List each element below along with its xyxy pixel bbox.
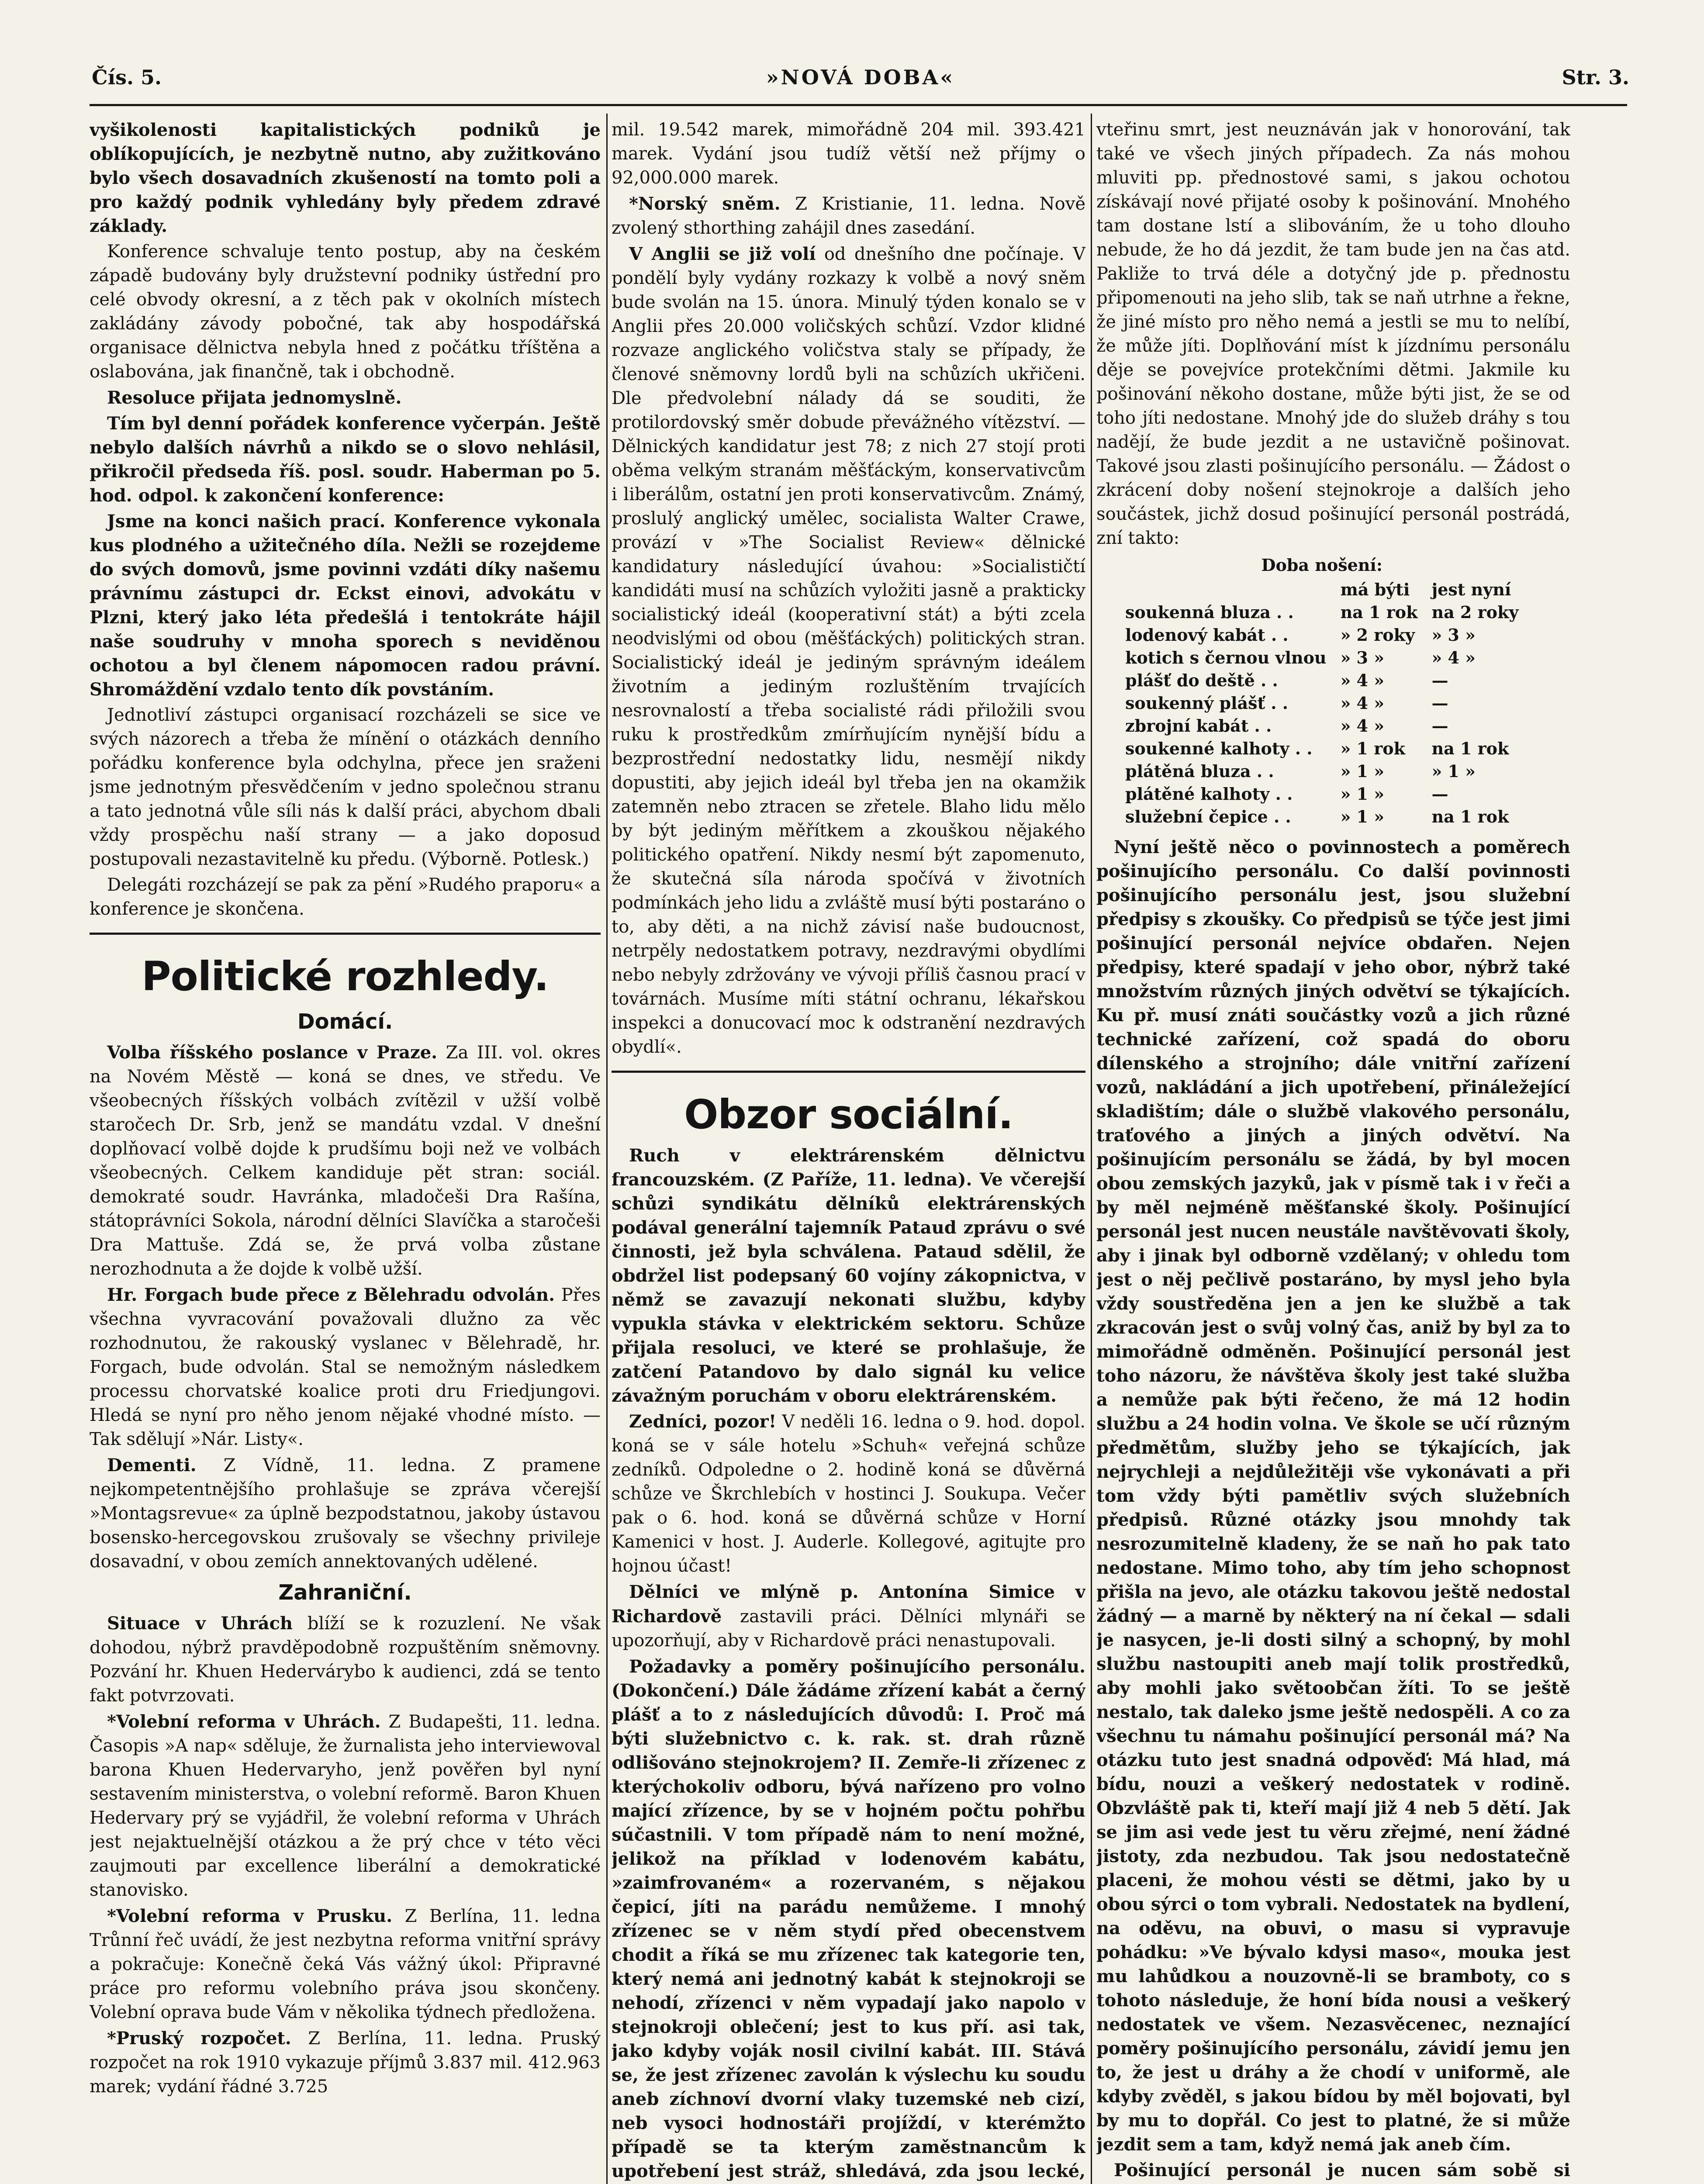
paragraph: Jednotliví zástupci organisací rozcházeli se sice ve svých názorech a třeba že mínění o otázkách denního pořádku konference byla odchylna, přece jen sraženi jsme jednotným přesvědčením v jedno společnou stranu a tato jednotná vůle síli nás k další práci, abychom dbali vždy prospěchu naší strany — a jako doposud postupovali nezastavitelně ku předu. (Výborně. Potlesk.) bbox=[90, 705, 601, 869]
news-item bbox=[90, 1040, 601, 1281]
news-text: Z Berlína, 11. ledna Trůnní řeč uvádí, že jest nezbytna reforma vnitřní správy a pokračuje: Konečně čeká Vás vážný úkol: Připravné práce pro reformu volebního práva jsou skončeny. Volební oprava bude Vám v několika týdnech předložena. bbox=[90, 1906, 601, 2022]
news-text: Z Berlína, 11. ledna. Pruský rozpočet na rok 1910 vykazuje příjmů 3.837 mil. 412.963 marek; vydání řádné 3.725 bbox=[90, 2028, 601, 2097]
table-cell: » 4 » bbox=[1340, 693, 1384, 713]
news-headline: *Volební reforma v Prusku. bbox=[107, 1906, 393, 1926]
paragraph: Resoluce přijata jednomyslně. bbox=[107, 387, 402, 408]
table-cell: na 1 rok bbox=[1431, 807, 1509, 826]
table-cell: služební čepice . . bbox=[1125, 807, 1291, 826]
table-cell: » 1 » bbox=[1431, 761, 1476, 781]
table-cell: » 4 » bbox=[1431, 648, 1476, 667]
table-row bbox=[1118, 624, 1525, 646]
paragraph: vyšikolenosti kapitalistických podniků je oblíkopujících, je nezbytně nutno, aby zužitkováno bylo všech dosavadních zkušeností na tomto poli a pro každý podnik vyhledány byly předem zdravé základy. bbox=[90, 120, 601, 236]
news-headline: Ruch v elektrárenském dělnictvu francouzském. bbox=[612, 1145, 1085, 1190]
uniform-duration-table bbox=[1118, 554, 1525, 828]
news-headline: Zedníci, pozor! bbox=[629, 1411, 777, 1432]
social-news bbox=[612, 1144, 1085, 2184]
paragraph: Pošinující personál je nucen sám sobě si bbox=[1114, 2160, 1570, 2181]
table-row bbox=[1118, 805, 1525, 828]
news-item bbox=[612, 192, 1085, 240]
separator bbox=[612, 1071, 1085, 1073]
separator bbox=[90, 933, 601, 935]
table-cell: » 3 » bbox=[1431, 625, 1476, 645]
table-cell: na 1 rok bbox=[1431, 739, 1509, 758]
table-cell: » 1 » bbox=[1340, 761, 1384, 781]
column-3 bbox=[1096, 118, 1570, 2184]
table-cell: kotich s černou vlnou bbox=[1125, 648, 1327, 667]
table-cell: soukenné kalhoty . . bbox=[1125, 739, 1313, 758]
news-item bbox=[90, 1611, 601, 1708]
foreign-news bbox=[90, 1611, 601, 2099]
table-cell: plátěná bluza . . bbox=[1125, 761, 1274, 781]
news-text: Z Kristianie, 11. ledna. Nově zvolený sthorthing zahájil dnes zasedání. bbox=[612, 194, 1085, 238]
column-rule-2 bbox=[1091, 114, 1092, 2184]
table-cell: — bbox=[1431, 716, 1448, 736]
table-cell: — bbox=[1431, 670, 1448, 690]
page-number: Str. 3. bbox=[1562, 66, 1629, 89]
paragraph: Konference schvaluje tento postup, aby na českém západě budovány byly družstevní podniky ústřední pro celé obvody okresní, a z těch pak v okolních místech zakládány závody pobočné, tak aby hospodářská organisace dělnictva nebyla hned z počátku tříštěna a oslabována, jak finančně, tak i obchodně. bbox=[90, 242, 601, 382]
table-cell: na 1 rok bbox=[1340, 602, 1418, 622]
table-cell: zbrojní kabát . . bbox=[1125, 716, 1272, 736]
paragraph: Jsme na konci našich prací. Konference vykonala kus plodného a užitečného díla. Nežli se rozejdeme do svých domovů, jsme povinni vzdáti díky našemu právnímu zástupci dr. Eckst einovi, advokátu v Plzni, který jako léta předešlá i tentokráte hájil naše soudruhy v mnoha sporech s neviděnou ochotou a byl členem nápomocen radou právní. Shromáždění vzdalo tento dík povstáním. bbox=[90, 511, 601, 700]
news-headline: Požadavky a poměry pošinujícího personálu. bbox=[629, 1656, 1085, 1677]
continuation-text: vteřinu smrt, jest neuznáván jak v honorování, tak také ve všech jiných případech. Za nás mohou mluviti pp. přednostové sami, s jakou ochotou získávají nové přijaté osoby k pošinování. Mnohého tam dostane lstí a slibováním, že u toho dlouho nebude, že ho dá jezdit, že tam bude jen na čas atd. Pakliže to trvá déle a dotyčný jde p. přednostu připomenouti na jeho slib, tak se naň utrhne a řekne, že jiné místo pro něho nemá a jestli se mu to nelíbí, že může jíti. Doplňování míst k jízdnímu personálu děje se povejvíce protekčními dětmi. Jakmile ku pošinování někoho dostane, může býti jist, že se od toho jíti nedostane. Mnohý jde do služeb dráhy s tou nadějí, že bude jezdit a ne ustavičně pošinovat. Takové jsou zlasti pošinujícího personálu. — Žádost o zkrácení doby nošení stejnokroje a dalších jeho součástek, jichž dosud pošinující personál postrádá, zní takto: bbox=[1096, 120, 1570, 548]
table-cell: soukenný plášť . . bbox=[1125, 693, 1288, 713]
news-text: Z Vídně, 11. ledna. Z pramene nejkompetentnějšího prohlašuje se zpráva včerejší »Montagsrevue« za úplně bezpodstatnou, jakoby ústavou bosensko-hercegovskou zrušovaly se všechny privileje dosavadní, v obou zemích annektovaných udělené. bbox=[90, 1455, 601, 1572]
section-title-social: Obzor sociální. bbox=[684, 1091, 1013, 1138]
table-cell: » 1 » bbox=[1340, 784, 1384, 804]
news-text: Z Budapešti, 11. ledna. Časopis »A nap« sděluje, že žurnalista jeho interviewoval barona Khuen Hedervaryho, jenž pověřen byl nyní sestavením ministerstva, o volební reformě. Baron Khuen Hedervary prý se vyjádřil, že volební reforma v Uhrách jest nejaktuelnější otázkou a že prý chce v této věci zaujmouti par excellence liberální a demokratické stanovisko. bbox=[90, 1712, 601, 1900]
newspaper-title: »NOVÁ DOBA« bbox=[766, 66, 955, 89]
table-row bbox=[1118, 783, 1525, 805]
news-text: zastavili práci. Dělníci mlynáři se upozorňují, aby v Richardově práci nenastupovali. bbox=[612, 1607, 1085, 1651]
news-headline: *Pruský rozpočet. bbox=[107, 2028, 291, 2049]
subsection-foreign: Zahraniční. bbox=[278, 1580, 412, 1605]
table-cell: na 2 roky bbox=[1431, 602, 1519, 622]
continuation-text: mil. 19.542 marek, mimořádně 204 mil. 393.421 marek. Vydání jsou tudíž větší než příjmy o 92,000.000 marek. bbox=[612, 120, 1085, 188]
news-item bbox=[90, 1283, 601, 1451]
paragraph: Tím byl denní pořádek konference vyčerpán. Ještě nebylo dalších návrhů a nikdo se o slovo nehlásil, přikročil předseda říš. posl. soudr. Haberman po 5. hod. odpol. k zakončení konference: bbox=[90, 413, 601, 506]
news-headline: Hr. Forgach bude přece z Bělehradu odvolán. bbox=[107, 1285, 555, 1305]
table-cell: » 1 » bbox=[1340, 807, 1384, 826]
domestic-news bbox=[90, 1040, 601, 1574]
column-1 bbox=[90, 118, 601, 2184]
table-cell: lodenový kabát . . bbox=[1125, 625, 1289, 645]
table-caption: Doba nošení: bbox=[1261, 555, 1383, 575]
table-cell: » 3 » bbox=[1340, 648, 1384, 667]
table-row bbox=[1118, 715, 1525, 737]
table-cell: » 4 » bbox=[1340, 716, 1384, 736]
table-cell: plášť do deště . . bbox=[1125, 670, 1278, 690]
paragraph: Nyní ještě něco o povinnostech a poměrech pošinujícího personálu. Co další povinnosti pošinujícího personálu jest, jsou služební předpisy s zkoušky. Co předpisů se týče jest jimi pošinující personál nejvíce obdařen. Nejen předpisy, které spadají v jeho obor, nýbrž také množstvím různých jiných odvětví se týkajících. Ku př. musí znáti součástky vozů a jich různé technické zařízení, což spadá do oboru dílenského a strojního; dále vnitřní zařízení vozů, nakládání a jich upotřebení, přináležející skladištím; dále o službě vlakového personálu, traťového a jiných a jiných odvětví. Na pošinujícím personálu se žádá, by byl mocen obou zemských jazyků, jak v písmě tak i v řeči a by měl nejméně měšťanské školy. Pošinující personál jest nucen neustále navštěvovati školy, aby i jinak byl odborně vzdělaný; v ohledu tom jest o něj pečlivě postaráno, by mysl jeho byla vždy soustředěna jen a jen ke službě a tak zkracován jest o svůj volný čas, aniž by byl za to mimořádně odměněn. Pošinující personál jest toho názoru, že návštěva školy jest také služba a nemůže pak býti řečeno, že má 12 hodin službu a 24 hodin volna. Ve škole se učí různým předmětům, služby jeho se týkajících, jak nejrychleji a nejdůležitěji vše vykonávati a při tom vždy býti pamětliv svých služebních předpisů. Různé otázky jsou mnohdy tak nesrozumitelně kladeny, že se naň ho pak tato nedostane. Mimo toho, aby tím jeho schopnost přišla na jevo, ale otázku takovou ještě nedostal žádný — a marně by některý na ní čekal — sdali je nasycen, je-li dosti silný a schopný, by mohl službu nastoupiti aneb mají tolik prostředků, aby mohli jako světoobčan žíti. To se ještě nestalo, tak daleko jsme ještě nedospěli. A co za všechnu tu námahu pošinující personál má? Na otázku tuto jest snadná odpověď: Má hlad, má bídu, nouzi a veškerý nedostatek v rodině. Obzvláště pak ti, kteří mají již 4 neb 5 dětí. Jak se jim asi vede jest tu věru zřejmé, není žádné jistoty, zda nezbudou. Tak jsou nedostatečně placeni, že mohou vésti se dětmi, jako by u obou sýrci o tom vybrali. Nedostatek na bydlení, na oděvu, na obuvi, o masu si vypravuje pohádku: »Ve bývalo kdysi maso«, mouka jest mu lahůdkou a nouzovně-li se bramboty, co s tohoto následuje, že honí bída nousi a veškerý nedostatek ve všem. Nezasvěcenec, neznající poměry pošinujícího personálu, závidí jemu jen to, že jest u dráhy a že chodí v uniformě, ale kdyby zvěděl, s jakou bídou by měl bojovati, byl by mu to dopřál. Co jest to platné, že si může jezdit sem a tam, když nemá jak aneb čím. bbox=[1096, 837, 1570, 2155]
table-header: má býti bbox=[1340, 580, 1410, 599]
news-item bbox=[612, 1410, 1085, 1578]
table-cell: — bbox=[1431, 693, 1448, 713]
table-cell: plátěné kalhoty . . bbox=[1125, 784, 1293, 804]
news-item bbox=[612, 242, 1085, 1059]
table-cell: » 1 rok bbox=[1340, 739, 1405, 758]
news-item bbox=[90, 1904, 601, 2025]
column-2 bbox=[612, 118, 1085, 2184]
news-text: Za III. vol. okres na Novém Městě — koná se dnes, ve středu. Ve všeobecných říšských volbách zvítězil v užší volbě staročech Dr. Srb, jenž se mandátu vzdal. V dnešní doplňovací volbě dojde k prudšímu boji než ve volbách všeobecných. Celkem kandiduje pět stran: sociál. demokraté soudr. Havránka, mladočeši Dra Rašína, státoprávníci Sokola, národní dělníci Slavíčka a staročeši Dra Mattuše. Zdá se, že prvá volba zůstane nerozhodnuta a že dojde k volbě užší. bbox=[90, 1043, 601, 1279]
railway-article bbox=[1096, 835, 1570, 2184]
table-cell: » 2 roky bbox=[1340, 625, 1415, 645]
news-text: (Dokončení.) Dále žádáme zřízení kabát a černý plášť a to z následujících důvodů: I. Proč má býti služebnictvo c. k. rak. st. drah různě odlišováno stejnokrojem? II. Zemře-li zřízenec z kterýchokoliv odboru, bývá nařízeno pro volno mající zřízence, by se v hojném počtu pohřbu súčastnili. V tom případě nám to není možné, jelikož na příklad v lodenovém kabátu, »zaimfrovaném« a rozervaném, s nějakou čepicí, jíti na parádu nemůžeme. I mnohý zřízenec se v něm stydí před obecenstvem chodit a říká se mu zřízenec tak kategorie ten, který nemá ani jednotný kabát k stejnokroji se nehodí, zřízenci v něm vypadají jako napolo v stejnokroji oblečení; jest to kus pří. asi tak, jako kdyby voják nosil civilní kabát. III. Stává se, že jest zřízenec zavolán k výslechu ku soudu aneb zíchnoví dvorní vlaky tuzemské neb cizí, neb vysoci hodnostáři projíždí, v kterémžto případě se ta kterým zaměstnancům k upotřebení jest stráž, shledává, zda jsou lecké, bbox=[612, 1680, 1085, 2181]
news-item bbox=[612, 1655, 1085, 2184]
news-text: blíží se k rozuzlení. Ne však dohodou, nýbrž pravděpodobně rozpuštěním sněmovny. Pozvání hr. Khuen Hedervárybo k audienci, zdá se tento fakt potvrzovati. bbox=[90, 1614, 601, 1706]
page-header bbox=[92, 66, 1629, 96]
news-headline: Dělníci ve mlýně p. Antonína Simice v Richardově bbox=[612, 1582, 1085, 1627]
subsection-domestic: Domácí. bbox=[297, 1009, 393, 1034]
table-header: jest nyní bbox=[1431, 580, 1511, 599]
news-text: V neděli 16. ledna o 9. hod. dopol. koná se v sále hotelu »Schuh« veřejná schůze zedníků. Odpoledne o 2. hodině koná se důvěrná schůze ve Škrchlebích v hostinci J. Soukupa. Večer pak o 6. hod. koná se důvěrná schůze v Horní Kamenici v host. J. Auderle. Kollegové, agitujte pro hojnou účast! bbox=[612, 1412, 1085, 1576]
table-row bbox=[1118, 669, 1525, 692]
table-cell: — bbox=[1431, 784, 1448, 804]
news-headline: V Anglii se již volí bbox=[629, 244, 816, 264]
table-row bbox=[1118, 646, 1525, 669]
issue-number: Čís. 5. bbox=[92, 66, 162, 89]
conference-article bbox=[90, 118, 601, 921]
news-item bbox=[90, 1710, 601, 1902]
paragraph: Delegáti rozcházejí se pak za pění »Rudého praporu« a konference je skončena. bbox=[90, 875, 601, 919]
news-text: (Z Paříže, 11. ledna). Ve včerejší schůzi syndikátu dělníků elektrárenských podával generální tajemník Pataud zprávu o své činnosti, jež byla schválena. Pataud sdělil, že obdržel list podepsaný 60 vojíny zákopnictva, v němž se zavazují nekonati službu, kdyby vypukla stávka v elektrickém sektoru. Schůze přijala resoluci, ve které se prohlašuje, že zatčení Patandovo by dalo signál ku velice závažným poruchám v oboru elektrárenském. bbox=[612, 1169, 1085, 1406]
news-item bbox=[90, 1453, 601, 1574]
news-item bbox=[612, 1580, 1085, 1653]
news-headline: Situace v Uhrách bbox=[107, 1613, 293, 1634]
table-row bbox=[1118, 692, 1525, 715]
news-headline: *Norský sněm. bbox=[629, 194, 781, 214]
table-row bbox=[1118, 737, 1525, 760]
table-cell: » 4 » bbox=[1340, 670, 1384, 690]
news-headline: Volba říšského poslance v Praze. bbox=[107, 1042, 438, 1063]
news-text: od dnešního dne počínaje. V pondělí byly vydány rozkazy k volbě a nový sněm bude svolán na 15. února. Minulý týden konalo se v Anglii přes 20.000 voličských schůzí. Vzdor klidné rozvaze anglického voličstva staly se případy, že členové sněmovny lordů byli na schůzích ukřičeni. Dle předvolební nálady dá se souditi, že protilordovský směr dobude převážného vítězství. — Dělnických kandidatur jest 78; z nich 27 stojí proti oběma velkým stranám měšťáckým, konservativcům i liberálům, ostatní jen proti konservativcům. Známý, proslulý anglický umělec, socialista Walter Crawe, provází v »The Socialist Review« dělnické kandidatury následující úvahou: »Socialističtí kandidáti musí na schůzích vyložiti jasně a prakticky socialistický ideál (kooperativní stát) a býti zcela neodvislými od obou (měšťáckých) politických stran. Socialistický ideál je jediným správným ideálem životním a jediným rozluštěním trvajících nesrovnalostí a třeba socialisté rádi přiložili svou ruku k prostředkům zmírňujícím nynější bídu a bezprostřední nedostatky lidu, nesmějí nikdy dopustiti, aby jejich ideál byl třeba jen na okamžik zatemněn nebo ztracen se zřetele. Blaho lidu mělo by být jediným měřítkem a zkouškou nějakého politického opatření. Nikdy nesmí být zapomenuto, že skutečná síla národa spočívá v životních podmínkách jeho lidu a zvláště musí býti postaráno o to, aby děti, a na nichž závisí naše budoucnost, netrpěly nedostatkem potravy, nezdravými obydlími nebo nebyly zdržovány ve vývoji příliš časnou prací v továrnách. Musíme míti státní ochranu, lékařskou inspekci a donucovací moc k odstranění nezdravých obydlí«. bbox=[612, 244, 1085, 1057]
political-news-cont bbox=[612, 192, 1085, 1059]
news-item bbox=[90, 2026, 601, 2099]
news-headline: *Volební reforma v Uhrách. bbox=[107, 1711, 381, 1732]
table-header bbox=[1118, 578, 1334, 601]
table-row bbox=[1118, 601, 1525, 624]
column-rule-1 bbox=[606, 114, 608, 2184]
news-text: Přes všechna vyvracování považovali dlužno za věc rozhodnutou, že rakouský vyslanec v Bělehradě, hr. Forgach, bude odvolán. Stal se nemožným následkem processu chorvatské koalice proti dru Friedjungovi. Hledá se nyní pro něho jenom nějaké vhodné místo. — Tak sdělují »Nár. Listy«. bbox=[90, 1285, 601, 1449]
header-rule bbox=[90, 104, 1627, 106]
news-item bbox=[612, 1144, 1085, 1408]
news-headline: Dementi. bbox=[107, 1455, 197, 1476]
section-title-political: Politické rozhledy. bbox=[142, 953, 549, 1000]
table-row bbox=[1118, 760, 1525, 783]
table-cell: soukenná bluza . . bbox=[1125, 602, 1294, 622]
